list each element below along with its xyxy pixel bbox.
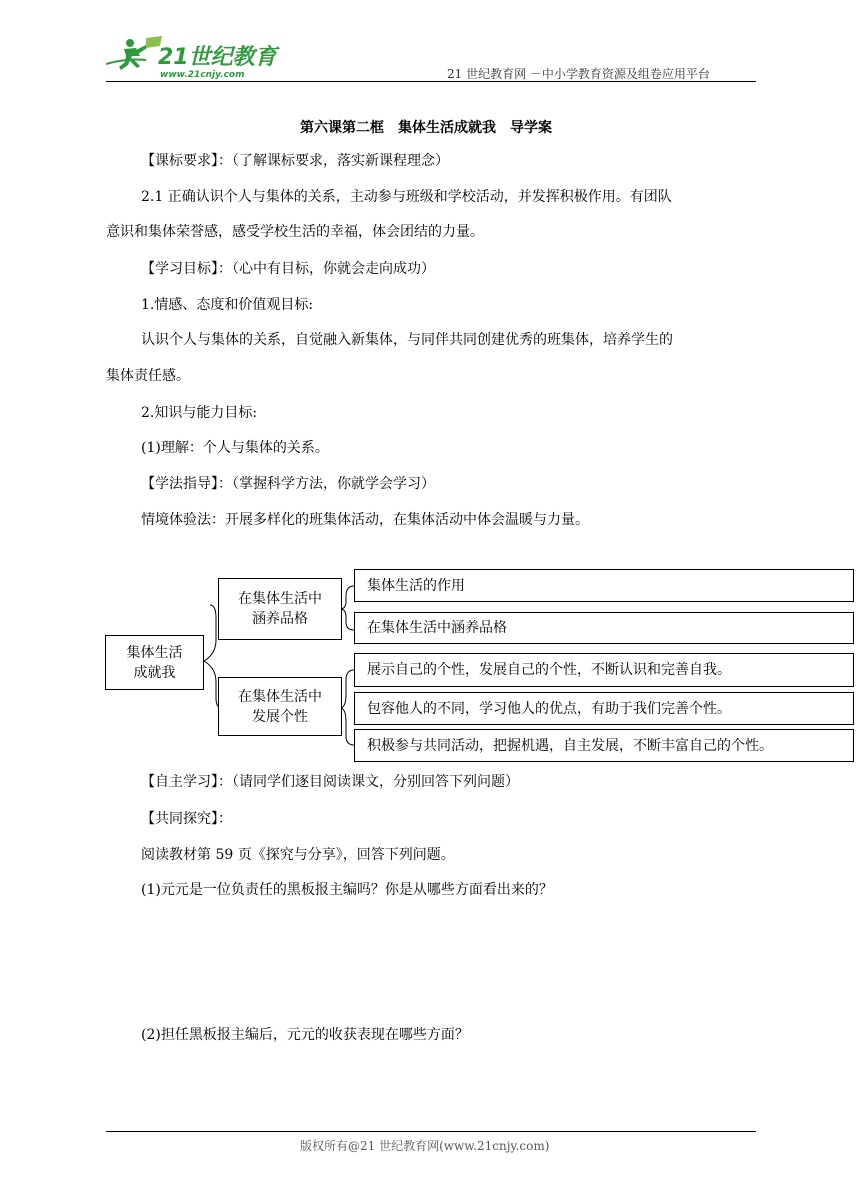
standard-line-2: 意识和集体荣誉感，感受学校生活的幸福，体会团结的力量。 [106, 224, 484, 240]
mindmap-branch-1-line-1: 在集体生活中 [238, 591, 322, 607]
method-heading: 【学法指导】： [141, 476, 232, 492]
mindmap-leaf: 在集体生活中涵养品格 [354, 612, 854, 644]
question-1: (1)元元是一位负责任的黑板报主编吗？你是从哪些方面看出来的？ [141, 882, 553, 898]
mindmap-branch-1-line-2: 涵养品格 [252, 611, 308, 627]
goal-1-title: 1.情感、态度和价值观目标: [141, 297, 314, 313]
method-note: （掌握科学方法，你就学会学习） [232, 476, 435, 492]
goal-heading: 【学习目标】： [141, 261, 232, 277]
mindmap-branch-2 [218, 677, 342, 736]
standard-line-1: 2.1 正确认识个人与集体的关系，主动参与班级和学校活动，并发挥积极作用。有团队 [141, 189, 672, 205]
mindmap-root-line-2: 成就我 [133, 664, 176, 681]
explore-heading: 【共同探究】： [141, 811, 232, 827]
mindmap-branch-2-line-2: 发展个性 [252, 708, 308, 725]
logo-text: 21世纪教育 [158, 45, 277, 70]
mindmap-branch-1 [218, 578, 342, 640]
goal-1-line-2: 集体责任感。 [106, 368, 190, 384]
mindmap-branch-2-line-1: 在集体生活中 [238, 688, 322, 705]
mindmap-leaf: 集体生活的作用 [354, 569, 854, 602]
mindmap-leaf: 积极参与共同活动，把握机遇，自主发展，不断丰富自己的个性。 [354, 729, 854, 762]
question-2: (2)担任黑板报主编后，元元的收获表现在哪些方面？ [141, 1027, 469, 1043]
goal-note: （心中有目标，你就会走向成功） [232, 261, 435, 277]
explore-intro: 阅读教材第 59 页《探究与分享》，回答下列问题。 [141, 847, 455, 863]
standard-note: （了解课标要求，落实新课程理念） [232, 153, 449, 169]
page-title: 第六课第二框 集体生活成就我 导学案 [300, 120, 552, 136]
goal-1-line-1: 认识个人与集体的关系，自觉融入新集体，与同伴共同创建优秀的班集体，培养学生的 [141, 332, 673, 348]
mindmap-root [105, 635, 204, 690]
self-study-note: （请同学们逐目阅读课文，分别回答下列问题） [232, 774, 519, 790]
logo-url-text: www.21cnjy.com [160, 70, 245, 80]
goal-2-item: (1)理解：个人与集体的关系。 [141, 440, 329, 456]
self-study-row [141, 773, 519, 791]
footer-copyright: 版权所有@21 世纪教育网(www.21cnjy.com) [300, 1139, 550, 1153]
goal-2-title: 2.知识与能力目标: [141, 405, 258, 421]
self-study-heading: 【自主学习】： [141, 774, 232, 790]
mindmap-leaf: 展示自己的个性，发展自己的个性，不断认识和完善自我。 [354, 653, 854, 687]
header-site-name: 21 世纪教育网 －中小学教育资源及组卷应用平台 [447, 67, 710, 81]
footer-divider [106, 1131, 756, 1132]
mindmap-leaf: 包容他人的不同，学习他人的优点，有助于我们完善个性。 [354, 692, 854, 725]
mindmap-root-line-1: 集体生活 [126, 644, 183, 661]
standard-heading: 【课标要求】： [141, 153, 232, 169]
method-text: 情境体验法：开展多样化的班集体活动，在集体活动中体会温暖与力量。 [141, 512, 589, 528]
